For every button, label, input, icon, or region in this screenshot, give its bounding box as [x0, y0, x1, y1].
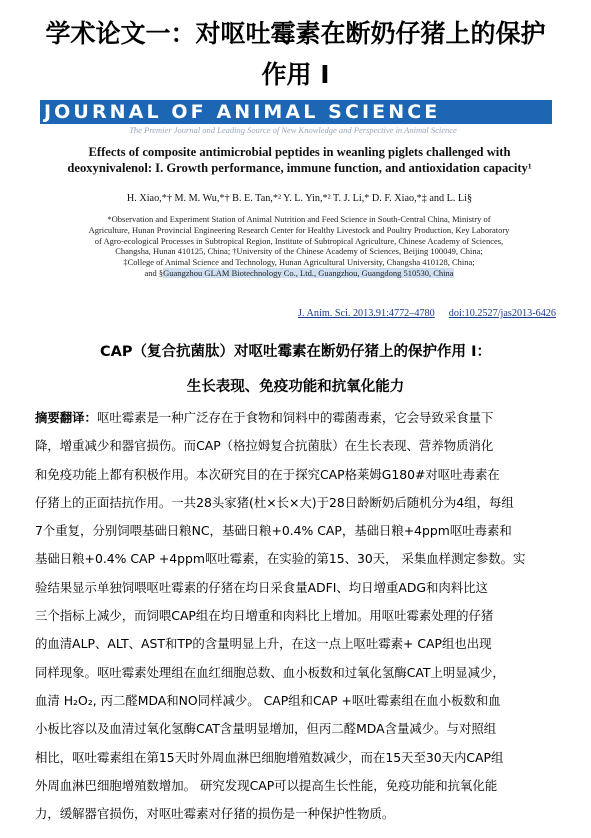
- affiliation-line: Changsha, Hunan 410125, China; †University of the Chinese Academy of Sciences, Beijing 100049, China;: [115, 246, 483, 257]
- abstract-line: 仔猪上的正面拮抗作用。一共28头家猪(杜×长×大)于28日龄断奶后随机分为4组，每组: [35, 494, 514, 510]
- abstract-line: 小板比容以及血清过氧化氢酶CAT含量明显增加，但丙二醛MDA含量减少。与对照组: [35, 721, 497, 737]
- affiliation-prefix: and §: [144, 267, 164, 278]
- abstract-first-text: 呕吐霉素是一种广泛存在于食物和饲料中的霉菌毒素，它会导致采食量下: [96, 410, 494, 425]
- chinese-title-line-2: 生长表现、免疫功能和抗氧化能力: [186, 379, 405, 395]
- journal-citation: J. Anim. Sci. 2013.91:4772–4780: [298, 308, 435, 319]
- paper-clipping: [32, 94, 562, 326]
- affiliation-line: ‡College of Animal Science and Technology, Hunan Agricultural University, Changsha 410128, China;: [123, 257, 475, 268]
- abstract-line: [35, 404, 565, 432]
- doi-link[interactable]: doi:10.2527/jas2013-6426: [448, 308, 556, 319]
- abstract-line: 同样现象。呕吐霉素处理组在血红细胞总数、血小板数和过氧化氢酶CAT上明显减少，: [35, 664, 505, 680]
- affiliation-line: of Agro-ecological Processes in Subtropical Region, Institute of Subtropical Agriculture, Chinese Academy of Sciences,: [94, 235, 504, 246]
- abstract-label: 摘要翻译：: [35, 410, 97, 425]
- abstract-line: 基础日粮+0.4% CAP +4ppm呕吐霉素，在实验的第15、30天， 采集血样测定参数。实: [35, 551, 526, 567]
- journal-tagline: The Premier Journal and Leading Source of New Knowledge and Perspective in Animal Science: [129, 125, 457, 135]
- abstract-line: 相比，呕吐霉素组在第15天时外周血淋巴细胞增殖数减少，而在15天至30天内CAP组: [35, 749, 504, 765]
- citation-line: [298, 308, 556, 319]
- abstract-line: 三个指标上减少，而饲喂CAP组在均日增重和肉料比上增加。用呕吐霉素处理的仔猪: [35, 608, 494, 624]
- abstract-line: 7个重复，分别饲喂基础日粮NC，基础日粮+0.4% CAP，基础日粮+4ppm呕吐毒素和: [35, 523, 512, 539]
- document-title-line-1: 学术论文一：对呕吐霉素在断奶仔猪上的保护: [45, 19, 546, 48]
- affiliation-line: *Observation and Experiment Station of Animal Nutrition and Feed Science in South-Central China, Ministry of: [107, 214, 491, 224]
- abstract-line: 血清 H₂O₂, 丙二醛MDA和NO同样减少。 CAP组和CAP +呕吐霉素组在血小板数和血: [35, 692, 501, 708]
- affiliation-line-last: [40, 268, 558, 279]
- affiliation-line: Agriculture, Hunan Provincial Engineering Research Center for Healthy Livestock and Poultry Production, Key Laboratory: [88, 224, 510, 235]
- article-title-line: Effects of composite antimicrobial peptides in weanling piglets challenged with: [88, 145, 511, 159]
- abstract-line: 和免疫功能上都有积极作用。本次研究目的在于探究CAP格莱姆G180#对呕吐毒素在: [35, 466, 500, 482]
- chinese-title-line-1: CAP（复合抗菌肽）对呕吐霉素在断奶仔猪上的保护作用 I：: [100, 344, 491, 360]
- article-title: [42, 144, 557, 176]
- abstract-line: 外周血淋巴细胞增殖数增加。 研究发现CAP可以提高生长性能，免疫功能和抗氧化能: [35, 777, 498, 793]
- abstract-line: 力，缓解器官损伤，对呕吐霉素对仔猪的损伤是一种保护性物质。: [35, 806, 395, 822]
- abstract-line: 的血清ALP、ALT、AST和TP的含量明显上升，在这一点上呕吐霉素+ CAP组也出现: [35, 636, 492, 652]
- article-title-line: deoxynivalenol: I. Growth performance, immune function, and antioxidation capacity¹: [67, 161, 532, 175]
- abstract-line: 验结果显示单独饲喂呕吐霉素的仔猪在均日采食量ADFI、均日增重ADG和肉料比这: [35, 579, 488, 595]
- journal-banner: JOURNAL OF ANIMAL SCIENCE: [40, 100, 552, 124]
- article-affiliations: [40, 214, 558, 279]
- article-authors: H. Xiao,*† M. M. Wu,*† B. E. Tan,*² Y. L. Yin,*² T. J. Li,* D. F. Xiao,*‡ and L. Li§: [126, 193, 473, 204]
- document-title-line-2: 作用 I: [261, 60, 330, 89]
- abstract-line: 降，增重减少和器官损伤。而CAP（格拉姆复合抗菌肽）在生长表现、营养物质消化: [35, 438, 494, 454]
- abstract-body: [35, 404, 565, 828]
- highlighted-affiliation: Guangzhou GLAM Biotechnology Co., Ltd., Guangzhou, Guangdong 510530, China: [163, 267, 454, 278]
